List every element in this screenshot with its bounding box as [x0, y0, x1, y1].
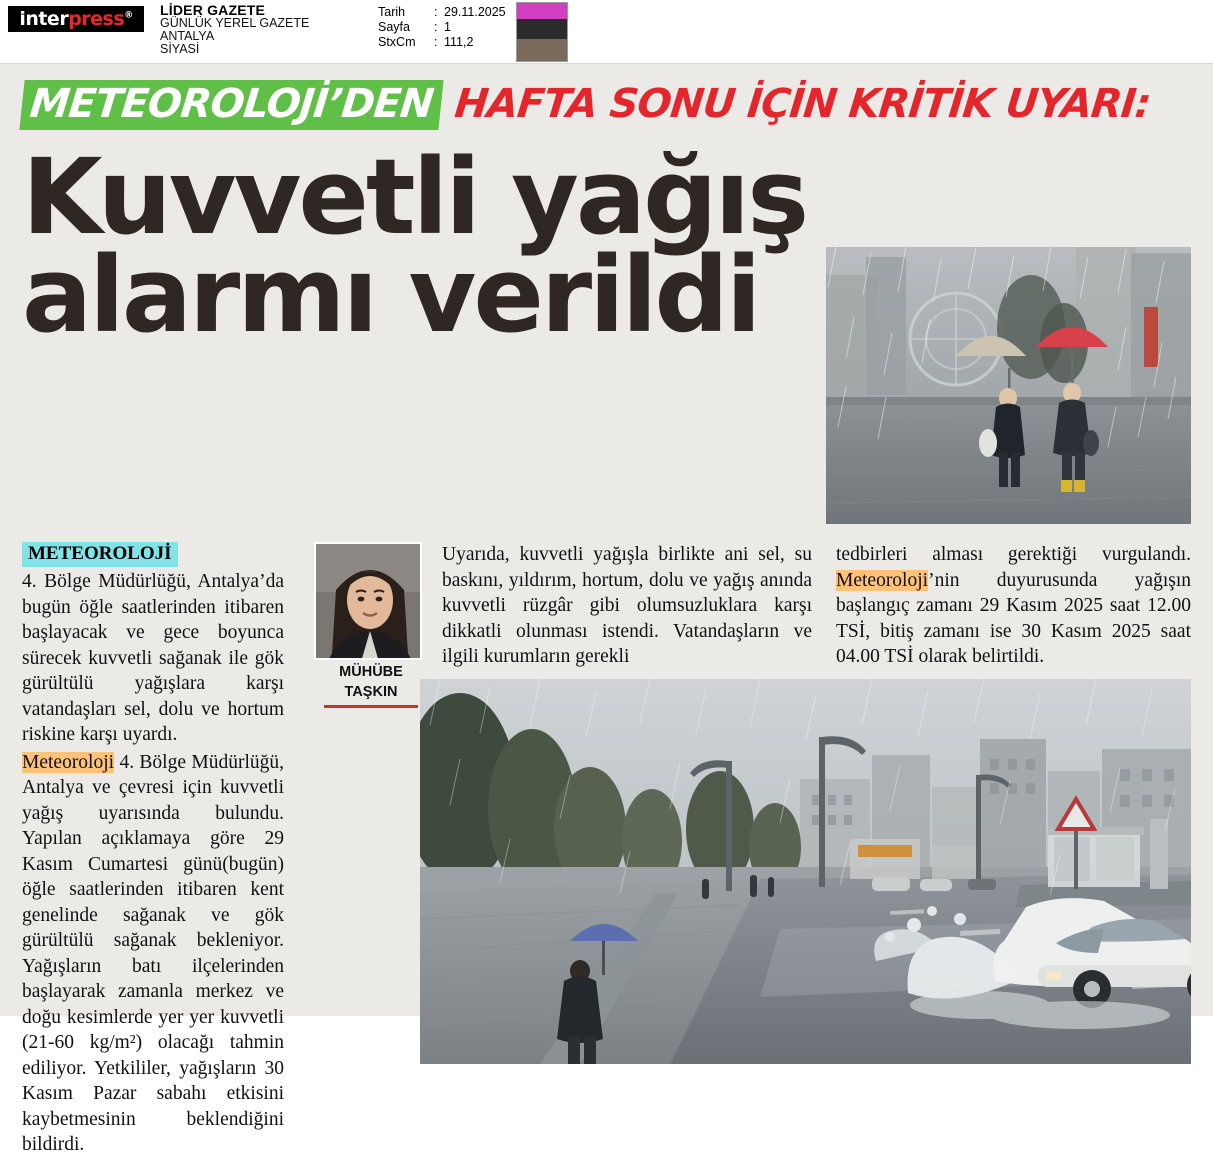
thumbnail-band-bottom: [517, 39, 567, 61]
byline-name-line-2: TAŞKIN: [344, 684, 398, 700]
article-kicker: [22, 64, 1191, 130]
headline-line-2: alarmı verildi: [22, 234, 759, 356]
publication-descriptor-2: ANTALYA: [160, 29, 215, 43]
thumbnail-band-middle: [517, 19, 567, 39]
metadata-row-date: [378, 5, 506, 20]
column-1-paragraph-2-text: 4. Bölge Müdürlüğü, Antalya ve çevresi için kuvvetli yağış uyarısında bulundu. Yapılan açıklamaya göre 29 Kasım Cumartesi günü(bugün) öğle saatlerinden itibaren kent genelinde sağanak ve gök gürültülü sağanak bekleniyor. Yağışların batı ilçelerinden başlayarak zamanla merkez ve doğu kesimlerde yer yer kuvvetli (21-60 kg/m²) olacağı tahmin ediliyor. Yetkililer, yağışların 30 Kasım Pazar sabahı etkisini kaybetmesinin beklendiğini bildirdi.: [22, 751, 284, 1155]
metadata-key-page: Sayfa: [378, 20, 410, 34]
metadata-row-stxcm: [378, 35, 506, 50]
interpress-logo: interpress®: [8, 6, 144, 32]
metadata-value-stxcm: 111,2: [444, 35, 474, 49]
page-thumbnail: [516, 2, 568, 62]
metadata-row-page: [378, 20, 506, 35]
clipping-header: [0, 0, 1213, 64]
article-headline: [22, 136, 822, 356]
byline-name-line-1: MÜHÜBE: [339, 664, 403, 680]
avatar: [314, 542, 422, 660]
metadata-sep-stxcm: :: [434, 35, 438, 49]
metadata-sep-page: :: [434, 20, 438, 34]
metadata-key-date: Tarih: [378, 5, 406, 19]
publication-info: [160, 4, 309, 56]
thumbnail-band-top: [517, 3, 567, 19]
column-3-text-pre: tedbirleri alması gerektiği vurgulandı.: [836, 544, 1191, 565]
headline-line-1: Kuvvetli yağış: [22, 136, 807, 258]
column-1-paragraph-2: [22, 750, 284, 1158]
flooded-boulevard-with-car-photo: [420, 679, 1191, 1064]
metadata-sep-date: :: [434, 5, 438, 19]
publication-descriptor-1: GÜNLÜK YEREL GAZETE: [160, 16, 310, 30]
highlight-meteoroloji-1: Meteoroloji: [22, 751, 115, 773]
column-3-paragraph-1: [836, 542, 1191, 670]
column-1-paragraph-1: 4. Bölge Müdürlüğü, Antalya’da bugün öğle saatlerinden itibaren başlayacak ve gece boyunca sürecek kuvvetli sağanak ile gök gürültülü yağışlara karşı vatandaşları sel, dolu ve hortum riskine karşı uyardı.: [22, 571, 284, 745]
highlight-meteoroloji-2: Meteoroloji: [836, 569, 929, 591]
metadata-value-page: 1: [444, 20, 451, 34]
byline-rule: [324, 705, 418, 708]
newspaper-page: [0, 64, 1213, 1155]
kicker-red-label: HAFTA SONU İÇİN KRİTİK UYARI:: [452, 81, 1153, 127]
column-1: [22, 542, 284, 1158]
publication-descriptor-3: SİYASİ: [160, 42, 200, 56]
column-2: [442, 542, 812, 670]
column-2-paragraph-1: Uyarıda, kuvvetli yağışla birlikte ani sel, su baskını, yıldırım, hortum, dolu ve yağış anında kuvvetli rüzgâr gibi olumsuzluklara karşı dikkatli olunması istendi. Vatandaşların ve ilgili kurumların gerekli: [442, 544, 812, 667]
kicker-green-label: METEOROLOJİ’DEN: [19, 80, 443, 130]
column-3-text-post: ’nin duyurusunda yağışın başlangıç zamanı 29 Kasım 2025 saat 12.00 TSİ, bitiş zamanı ise 30 Kasım 2025 saat 04.00 TSİ olarak belirtildi.: [836, 569, 1191, 667]
metadata-value-date: 29.11.2025: [444, 5, 506, 19]
rainy-street-with-umbrellas-photo: [826, 247, 1191, 524]
byline-block: [314, 542, 428, 708]
publication-name: LİDER GAZETE: [160, 2, 266, 18]
metadata-key-stxcm: StxCm: [378, 35, 416, 49]
column-3: [836, 542, 1191, 670]
section-tag: METEOROLOJİ: [22, 542, 178, 567]
clipping-metadata: [378, 5, 506, 50]
